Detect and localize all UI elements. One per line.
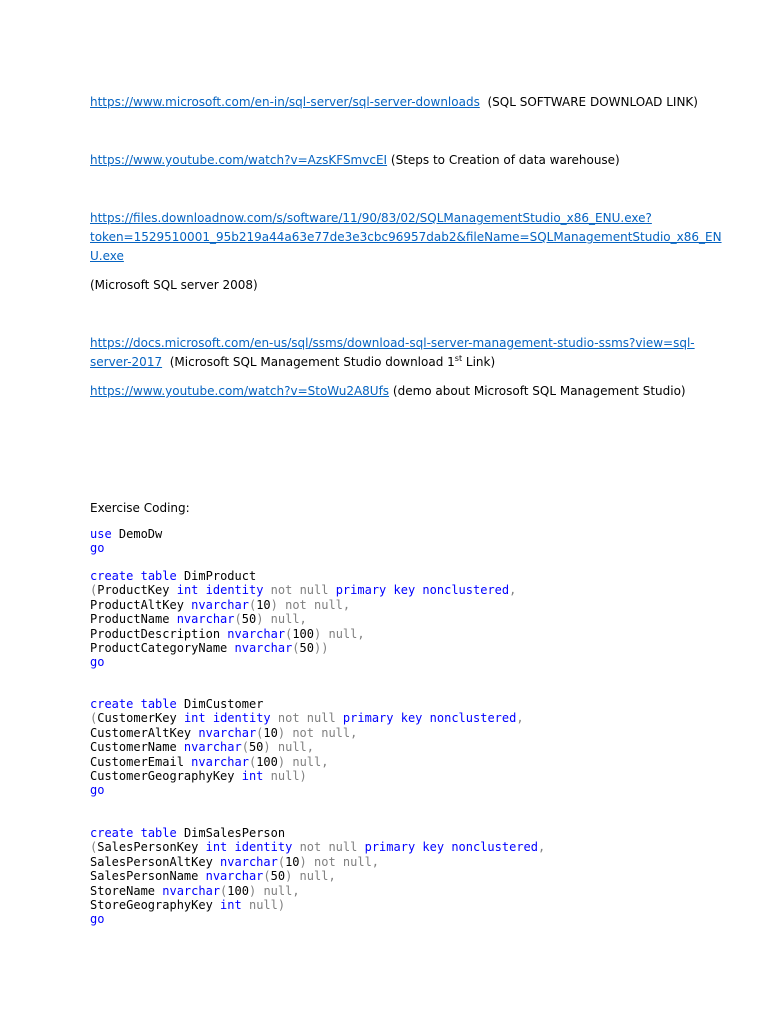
code-keyword: identity (212, 711, 271, 726)
code-punctuation: not null (270, 583, 329, 598)
code-line (90, 527, 162, 541)
code-text: StoreName (90, 883, 163, 898)
code-text (357, 840, 364, 854)
code-punctuation: ) (277, 725, 286, 740)
code-keyword: nvarchar (205, 869, 264, 884)
link-note: (SQL SOFTWARE DOWNLOAD LINK) (487, 95, 698, 109)
code-text (271, 740, 278, 754)
code-text (242, 898, 249, 912)
code-keyword: primary key (342, 711, 423, 726)
code-line (90, 598, 516, 612)
code-text: 50 (270, 869, 286, 884)
code-text (271, 711, 278, 725)
code-keyword: int (205, 840, 228, 855)
code-punctuation: ( (90, 583, 98, 598)
link-note-end: Link) (462, 355, 496, 369)
code-punctuation: ( (90, 840, 98, 855)
code-text: ProductCategoryName (90, 640, 235, 655)
code-line (90, 869, 545, 883)
code-keyword: create (90, 697, 134, 711)
code-keyword: go (90, 541, 105, 556)
code-keyword: table (140, 569, 177, 583)
link-note: (Microsoft SQL Management Studio download 1 (169, 355, 455, 369)
code-block-dimproduct (90, 569, 516, 670)
code-keyword: primary key (335, 583, 416, 598)
code-keyword: nonclustered (451, 840, 539, 855)
code-punctuation: null, (263, 883, 300, 898)
code-line (90, 884, 545, 898)
code-text (336, 711, 343, 725)
code-line (90, 627, 516, 641)
code-text: ProductDescription (90, 626, 228, 641)
code-punctuation: ( (285, 626, 293, 641)
code-punctuation: ) (277, 754, 286, 769)
code-keyword: nvarchar (176, 612, 235, 627)
code-keyword: go (90, 912, 105, 927)
code-keyword: create (90, 569, 134, 583)
code-line (90, 541, 162, 555)
code-text: CustomerEmail (90, 754, 192, 769)
code-text: SalesPersonAltKey (90, 854, 221, 869)
code-punctuation: not null (299, 840, 358, 855)
code-line (90, 641, 516, 655)
code-keyword: table (140, 826, 177, 840)
code-punctuation: ( (292, 640, 300, 655)
code-keyword: int (241, 768, 264, 783)
ssms-docs-link-line-2 (90, 353, 495, 371)
code-block-dimsalesperson (90, 826, 545, 927)
code-punctuation: not null (277, 711, 336, 726)
code-line (90, 697, 524, 711)
ssms-docs-download-link[interactable]: https://docs.microsoft.com/en-us/sql/ssms/download-sql-server-management-studio-ssms?view=sql- (90, 336, 695, 350)
code-punctuation: , (516, 711, 524, 726)
code-keyword: int (176, 583, 199, 598)
code-text: CustomerName (90, 740, 184, 755)
code-punctuation: null) (248, 897, 286, 912)
code-punctuation: )) (313, 640, 329, 655)
code-line (90, 711, 524, 725)
code-punctuation: ) (263, 740, 271, 755)
code-text: CustomerAltKey (90, 725, 199, 740)
code-text (307, 855, 314, 869)
link-row-ssms-demo (90, 382, 686, 400)
code-text: SalesPersonKey (97, 840, 206, 855)
code-line (90, 655, 516, 669)
code-text: 100 (292, 626, 314, 641)
code-punctuation: ( (248, 597, 257, 612)
code-line (90, 826, 545, 840)
code-punctuation: ) (256, 612, 264, 627)
code-text: StoreGeographyKey (90, 897, 221, 912)
youtube-ssms-demo-link[interactable]: https://www.youtube.com/watch?v=StoWu2A8Ufs (90, 384, 390, 398)
code-block-use (90, 527, 162, 556)
code-punctuation: ) (299, 854, 307, 869)
code-text (133, 697, 140, 711)
code-punctuation: not null, (285, 597, 351, 612)
code-punctuation: , (509, 583, 517, 598)
code-keyword: nonclustered (422, 583, 510, 598)
ssms-2008-link-line-3 (90, 247, 124, 265)
code-text: CustomerKey (97, 711, 184, 726)
code-line (90, 898, 545, 912)
code-line (90, 726, 524, 740)
code-keyword: nvarchar (191, 597, 249, 612)
code-keyword: int (220, 897, 242, 912)
code-punctuation: not null, (292, 725, 358, 740)
code-line (90, 740, 524, 754)
code-punctuation: ( (90, 711, 98, 726)
code-punctuation: , (538, 840, 546, 855)
ordinal-suffix: st (454, 354, 463, 363)
code-keyword: nvarchar (191, 754, 249, 769)
link-note: (Microsoft SQL server 2008) (90, 278, 258, 292)
code-keyword: nvarchar (162, 883, 221, 898)
code-text (198, 583, 205, 597)
exercise-heading (90, 499, 190, 517)
code-text (263, 583, 270, 597)
code-line (90, 783, 524, 797)
code-keyword: nvarchar (198, 725, 257, 740)
code-text: 50 (248, 740, 264, 755)
code-text: DemoDw (111, 527, 163, 541)
code-line (90, 855, 545, 869)
code-text (206, 711, 213, 725)
exercise-heading-text: Exercise Coding: (90, 501, 190, 515)
code-text: ProductKey (97, 583, 177, 598)
code-punctuation: ( (241, 740, 249, 755)
code-text: DimProduct (176, 569, 257, 583)
code-text (292, 869, 299, 883)
code-punctuation: ( (263, 869, 271, 884)
code-text (133, 826, 140, 840)
code-text: ProductName (90, 612, 177, 627)
code-keyword: nvarchar (234, 640, 293, 655)
code-punctuation: null, (270, 612, 307, 627)
code-keyword: nvarchar (227, 626, 286, 641)
code-text: 10 (285, 854, 300, 869)
code-text: 100 (227, 883, 249, 898)
link-note: (Steps to Creation of data warehouse) (390, 153, 620, 167)
code-text (133, 569, 140, 583)
code-text (263, 769, 270, 783)
code-text (263, 612, 270, 626)
code-line (90, 569, 516, 583)
code-text (227, 840, 234, 854)
code-punctuation: ( (256, 725, 264, 740)
code-text: SalesPersonName (90, 869, 206, 884)
code-punctuation: ( (248, 754, 257, 769)
code-line (90, 755, 524, 769)
code-punctuation: ) (270, 597, 278, 612)
ssms-2008-link-line-2 (90, 228, 722, 246)
code-punctuation: null, (328, 626, 365, 641)
code-punctuation: ( (220, 883, 228, 898)
code-keyword: use (90, 527, 112, 541)
code-punctuation: null, (277, 740, 314, 755)
code-punctuation: ) (285, 869, 293, 884)
code-line (90, 769, 524, 783)
code-text: 50 (299, 640, 314, 655)
ssms-docs-download-link-cont[interactable]: server-2017 (90, 355, 163, 369)
code-text: DimCustomer (176, 697, 264, 711)
code-text (328, 583, 335, 597)
code-keyword: go (90, 655, 105, 670)
code-keyword: nonclustered (429, 711, 517, 726)
code-keyword: create (90, 826, 134, 840)
code-punctuation: not null, (314, 854, 380, 869)
code-text (422, 711, 429, 725)
code-text: 10 (256, 597, 271, 612)
code-punctuation: null, (299, 869, 336, 884)
code-text (292, 840, 299, 854)
code-keyword: nvarchar (220, 854, 278, 869)
code-text: DimSalesPerson (176, 826, 286, 840)
ssms-2008-download-link-cont[interactable]: token=1529510001_95b219a44a63e77de3e3cbc96957dab2&fileName=SQLManagementStudio_x86_EN (90, 230, 722, 244)
code-text: ProductAltKey (90, 597, 192, 612)
code-punctuation: null, (292, 754, 329, 769)
code-text: 50 (241, 612, 257, 627)
code-line (90, 612, 516, 626)
ssms-2008-download-link-end[interactable]: U.exe (90, 249, 124, 263)
code-punctuation: ( (277, 854, 286, 869)
ssms-2008-link-line-1 (90, 209, 652, 227)
ssms-docs-link-line-1 (90, 334, 695, 352)
code-keyword: identity (234, 840, 293, 855)
code-block-dimcustomer (90, 697, 524, 798)
code-text: CustomerGeographyKey (90, 768, 242, 783)
code-punctuation: ) (248, 883, 257, 898)
code-punctuation: ( (234, 612, 242, 627)
code-keyword: primary key (364, 840, 445, 855)
code-keyword: identity (205, 583, 264, 598)
sql-server-download-link[interactable]: https://www.microsoft.com/en-in/sql-server/sql-server-downloads (90, 95, 480, 109)
ssms-2008-note (90, 276, 258, 294)
link-row-dw-video (90, 151, 620, 169)
code-line (90, 583, 516, 597)
code-text: 10 (263, 725, 278, 740)
code-text: 100 (256, 754, 278, 769)
youtube-dw-creation-link[interactable]: https://www.youtube.com/watch?v=AzsKFSmvcEI (90, 153, 388, 167)
code-keyword: nvarchar (183, 740, 242, 755)
link-note: (demo about Microsoft SQL Management Studio) (392, 384, 686, 398)
link-row-sql-download (90, 93, 698, 111)
code-punctuation: ) (314, 626, 322, 641)
code-keyword: int (183, 711, 206, 726)
code-keyword: go (90, 783, 105, 798)
code-line (90, 912, 545, 926)
code-punctuation: null) (270, 768, 307, 783)
code-line (90, 840, 545, 854)
ssms-2008-download-link[interactable]: https://files.downloadnow.com/s/software/11/90/83/02/SQLManagementStudio_x86_ENU.exe? (90, 211, 652, 225)
code-keyword: table (140, 697, 177, 711)
